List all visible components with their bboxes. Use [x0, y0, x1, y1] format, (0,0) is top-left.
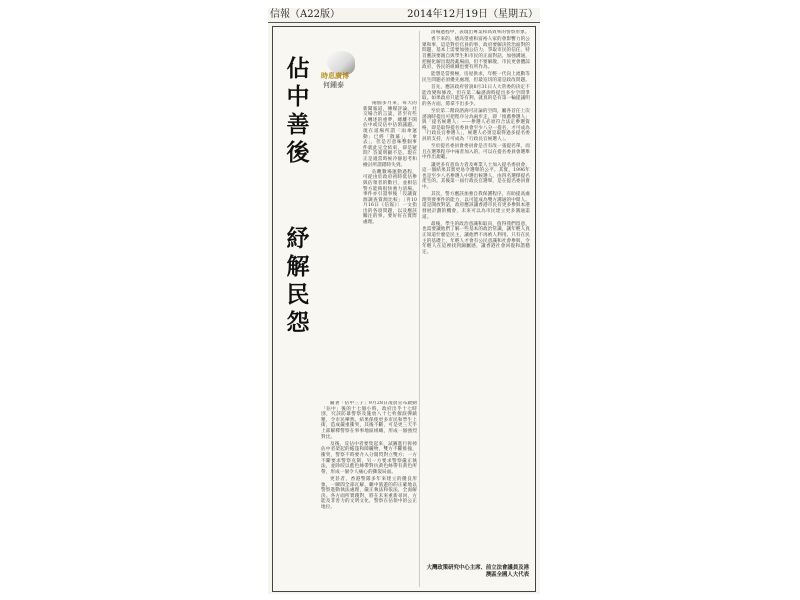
paragraph: 隨著「佔中三子」9月28日凌晨宣布啟動「佔中」後的十七個小時，政府出乎十七時別，究該防暴警察及施放八十七枚催淚彈鎮壓，令市民嘩然。結果保使更多市民和學生上街，造成嚴重衝突，其後不斷，可是更三天半上部解釋警察在事事地區組織，形成一個強烈對比。	[321, 401, 417, 440]
paragraph: 香下來的，德高望重和富裕人家的會影響力的公眾和事，這是對於官員的事，政府要解決管治面對的問題，基本上需要加強公信力，爭取市民的信任，特首應該要親自與學生和市民的正面對話，加強溝通，把握化解出現混亂場面，但不要解散，市民更會體諒政府，各民的組織也要有所作為。	[422, 37, 530, 71]
paragraph: 及後，反佔中者要集起來，試圖進行拆掉佔中者架起的帳篷和障礙物，雙方不斷推撞，衝突，警察不時要介入分開閃對立雙方；一方不斷要求警察克制，另一方要求警察嚴正執法，並除咬以藍色絲帶對抗黃色絲帶有黃色所帶，形成一個令人痛心的撕裂局面。	[321, 441, 417, 475]
headline-char: 解	[286, 253, 310, 280]
headline-char: 善	[286, 111, 310, 138]
headline-char: 怨	[286, 309, 310, 336]
headline-line-1	[285, 55, 311, 167]
author-name: 何鍾泰	[323, 81, 344, 89]
headline-line-2	[283, 225, 313, 337]
headline-char: 中	[286, 83, 310, 110]
headline-char: 紓	[286, 225, 310, 252]
column-byline	[321, 51, 367, 95]
paragraph: 至於提名委員會委員會是否有改一張提名單，而且在選舉程序中兩者加入的，可以在提名委員會選舉中作出規範。	[422, 144, 530, 161]
author-credit: 大灣政策研究中心主席、前立法會議員及港澳區全國人大代表	[426, 565, 529, 578]
article-column-left-top	[363, 101, 417, 401]
newspaper-clipping	[268, 8, 540, 594]
paragraph: 讓更多有意角力者及專業人士加入提名委員會，這一個結果其實更易令選舉的公平。其實，1996年也是至少八名參選人中選出候選人，由四名選擇提名產生的。其後第一屆行政長官選舉，是在提名委員會中。	[422, 162, 530, 190]
page-header	[268, 8, 540, 23]
paragraph: 佔觀數場運動過程，可從由於政府初時低估參與佔領者的數目，並相信警方能夠很快強力清場。事件亦引證事後「沒讓資源調查資源比較」〔刊10月16日《信報》〕一文指出的各項問題，以及應該關注的事。要好好在實際處理。	[363, 169, 417, 226]
paragraph: 兩個多月來，每天的新聞報道，傳媒評論，社交場合的言談，甚至有些人轉述的重夢，總離不開佔中或反佔中佔領議題。現在道場所謂「雨傘運動」已經「散幕」，「傘去」，但是否意味整個事件就此完全結束，卻是疑問？答案明顯不是。現在正是適當時候冷靜思考和檢討所謂錯時失到。	[363, 101, 417, 168]
publication-label: 信報（A22版）	[270, 9, 340, 20]
paragraph: 首先，應該政府曾說8月31日人大常委的決定不能改變和修改。但在第二輪諮詢時提出多少空間爭取。如果政府只能等有利，就真的是有第一輪提議明的各方面，將拿不出多少。	[422, 85, 530, 107]
article-column-right	[422, 30, 530, 560]
publication-date: 2014年12月19日（星期五）	[407, 9, 538, 20]
article-box	[272, 26, 536, 592]
headline-char: 佔	[286, 55, 310, 82]
paragraph: 其次，警方應該加強自我保護程序，有助提高處理突發事件的能力，以可能成為雙方溝通的中間人。還是開放對話，政府應該讓香港市民有更多參與本港發展計劃的機會，未來可以為市民建立更多溝通渠道。	[422, 192, 530, 220]
paragraph: 至於第二階段諮詢可討論的空間，屬各首任上次諮詢時提出可把程序分為兩步走，即「推薦參選人」與「提名候選人」——參選人必須符合法定參選資格，即是取得提名委員會至少八分一提名，才可成為「行政長官參選人」，候選人必須是取得過多提名委員的支持，方可成為「行政長官候選人」。	[422, 109, 530, 143]
paragraph: 最後，學生的政治意識和取向，值得我們留意，也需要讓他們了解一些基本的政治常識，讓年輕人真正知道什麼是民主，讓他們不再被人利用。只有在民主的基礎上，年輕人才會有公民意識和社會參與，令年輕人在這裡找到歸屬感，讓香港社會回復和諧穩定。	[422, 221, 530, 255]
article-column-left-bottom	[321, 401, 417, 591]
paragraph: 更甚者，香港警隊多年來建立的優良形象，一瞬間全部瓦解，繼中旅遊的的正確地以警察進動執法處理，嚴正執法和依法，全面解決。各方面所實踐對，將在未來重新尋回，方能及非善力的文明文化，警察在佔領中的公正地位。	[321, 476, 417, 510]
paragraph: 能想是當務極，房屋供求，年輕一代向上流動等民生問題必須優先處理，但最迫切的還是政改問題。	[422, 72, 530, 83]
headline-char: 民	[286, 281, 310, 308]
headline-char: 後	[286, 139, 310, 166]
column-divider	[419, 31, 420, 587]
paragraph: 清場過程中，表現出專業和高效率的警察形象。	[431, 30, 530, 35]
column-name: 時息廣博	[321, 71, 349, 80]
